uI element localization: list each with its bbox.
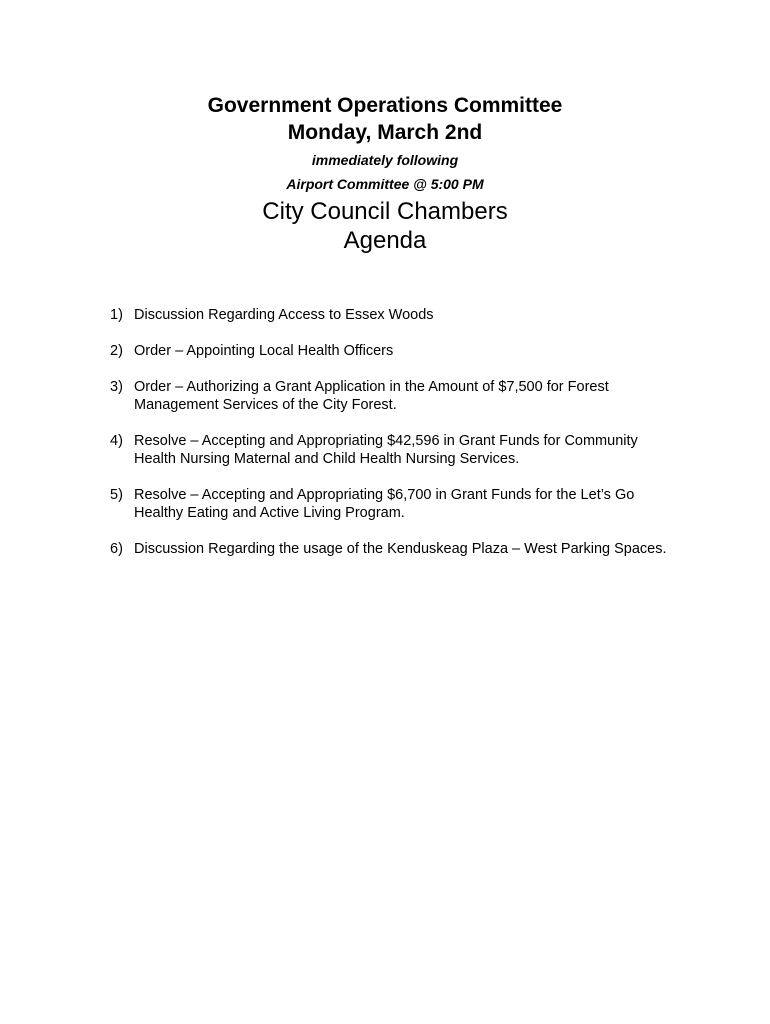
meeting-timing-line-2: Airport Committee @ 5:00 PM [286,176,484,192]
agenda-heading: Agenda [343,227,427,254]
agenda-item-text: Discussion Regarding the usage of the Kenduskeag Plaza – West Parking Spaces. [134,541,667,557]
agenda-item-number: 5) [110,487,123,503]
meeting-timing-line-1: immediately following [311,152,459,168]
meeting-date: Monday, March 2nd [287,121,483,144]
agenda-item-text: Discussion Regarding Access to Essex Woods [134,307,434,323]
list-item [110,486,670,522]
agenda-item-number: 6) [110,541,123,557]
agenda-item-text: Order – Appointing Local Health Officers [134,343,394,359]
agenda-item-number: 2) [110,343,123,359]
agenda-item-number: 4) [110,433,123,449]
committee-title: Government Operations Committee [207,94,563,117]
meeting-location: City Council Chambers [262,198,508,225]
list-item [110,342,670,360]
list-item [110,378,670,414]
agenda-header [0,92,770,254]
agenda-item-text: Resolve – Accepting and Appropriating $42,596 in Grant Funds for Community Health Nursing Maternal and Child Health Nursing Services. [134,433,638,467]
agenda-item-number: 1) [110,307,123,323]
agenda-item-text: Order – Authorizing a Grant Application in the Amount of $7,500 for Forest Management Services of the City Forest. [134,379,609,413]
list-item [110,540,670,558]
agenda-item-number: 3) [110,379,123,395]
agenda-list [110,306,670,576]
list-item [110,432,670,468]
agenda-item-text: Resolve – Accepting and Appropriating $6,700 in Grant Funds for the Let’s Go Healthy Eating and Active Living Program. [134,487,635,521]
list-item [110,306,670,324]
